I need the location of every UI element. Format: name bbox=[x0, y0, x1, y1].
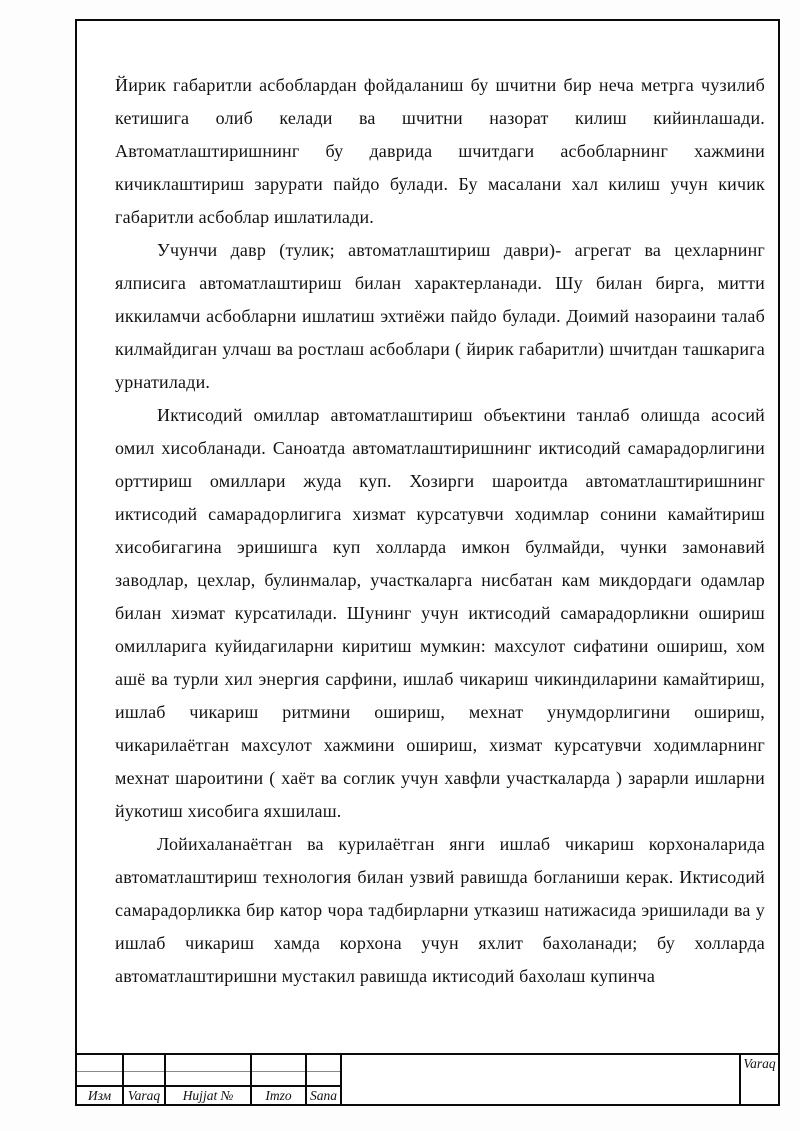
title-block-column-sana bbox=[307, 1055, 342, 1104]
title-block-empty-cell bbox=[166, 1072, 250, 1087]
title-block-empty-cell bbox=[252, 1055, 305, 1072]
title-block-empty-cell bbox=[124, 1055, 164, 1072]
title-block bbox=[75, 1053, 780, 1106]
title-block-column-hujjat bbox=[166, 1055, 252, 1104]
title-block-column-izm bbox=[77, 1055, 124, 1104]
title-block-empty-cell bbox=[166, 1055, 250, 1072]
title-block-label-izm: Изм bbox=[87, 1087, 112, 1103]
title-block-empty-cell bbox=[77, 1072, 122, 1087]
title-block-column-varaq bbox=[124, 1055, 166, 1104]
title-block-label-sana: Sana bbox=[310, 1087, 337, 1103]
title-block-empty-cell bbox=[307, 1072, 340, 1087]
title-block-empty-cell bbox=[124, 1072, 164, 1087]
title-block-signature-area bbox=[342, 1055, 741, 1104]
paragraph: Йирик габаритли асбоблардан фойдаланиш бу шчитни бир неча метрга чузилиб кетишига олиб келади ва шчитни назорат килиш кийинлашади. Автоматлаштиришнинг бу даврида шчитдаги асбобларнинг хажмини кичиклаштириш зарурати пайдо булади. Бу масалани хал килиш учун кичик габаритли асбоблар ишлатилади. bbox=[115, 75, 765, 227]
title-block-label-imzo: Imzo bbox=[265, 1087, 292, 1103]
document-body-text bbox=[115, 69, 765, 993]
title-block-label-hujjat-no: Hujjat № bbox=[182, 1087, 234, 1103]
page-border-frame bbox=[75, 19, 780, 1106]
title-block-empty-cell bbox=[77, 1055, 122, 1072]
title-block-empty-cell bbox=[307, 1055, 340, 1072]
title-block-label-varaq: Varaq bbox=[127, 1087, 161, 1103]
paragraph: Учунчи давр (тулик; автоматлаштириш даври)- агрегат ва цехларнинг ялписига автоматлаштириш билан характерланади. Шу билан бирга, митти иккиламчи асбобларни ишлатиш эхтиёжи пайдо булади. Доимий назораини талаб килмайдиган улчаш ва ростлаш асбоблари ( йирик габаритли) шчитдан ташкарига урнатилади. bbox=[115, 240, 765, 392]
title-block-sheet-number-cell: Varaq bbox=[743, 1056, 776, 1071]
paragraph: Иктисодий омиллар автоматлаштириш объектини танлаб олишда асосий омил хисобланади. Саноатда автоматлаштиришнинг иктисодий самарадорлигини орттириш омиллари жуда куп. Хозирги шароитда автоматлаштиришнинг иктисодий самарадорлигига хизмат курсатувчи ходимлар сонини камайтириш хисобигагина эришишга куп холларда имкон булмайди, чунки замонавий заводлар, цехлар, булинмалар, участкаларга нисбатан кам микдордаги одамлар билан хиэмат курсатилади. Шунинг учун иктисодий самарадорликни ошириш омилларига куйидагиларни киритиш мумкин: махсулот сифатини ошириш, хом ашё ва турли хил энергия сарфини, ишлаб чикариш чикиндиларини камайтириш, ишлаб чикариш ритмини ошириш, мехнат унумдорлигини ошириш, чикарилаётган махсулот хажмини ошириш, хизмат курсатувчи ходимларнинг мехнат шароитини ( хаёт ва соглик учун хавфли участкаларда ) зарарли ишларни йукотиш хисобига яхшилаш. bbox=[115, 405, 765, 821]
paragraph: Лойихаланаётган ва курилаётган янги ишлаб чикариш корхоналарида автоматлаштириш технология билан узвий равишда богланиши керак. Иктисодий самарадорликка бир катор чора тадбирларни утказиш натижасида эришилади ва у ишлаб чикариш хамда корхона учун яхлит бахоланади; бу холларда автоматлаштиришни мустакил равишда иктисодий бахолаш купинча bbox=[115, 834, 765, 986]
title-block-column-imzo bbox=[252, 1055, 307, 1104]
title-block-empty-cell bbox=[252, 1072, 305, 1087]
